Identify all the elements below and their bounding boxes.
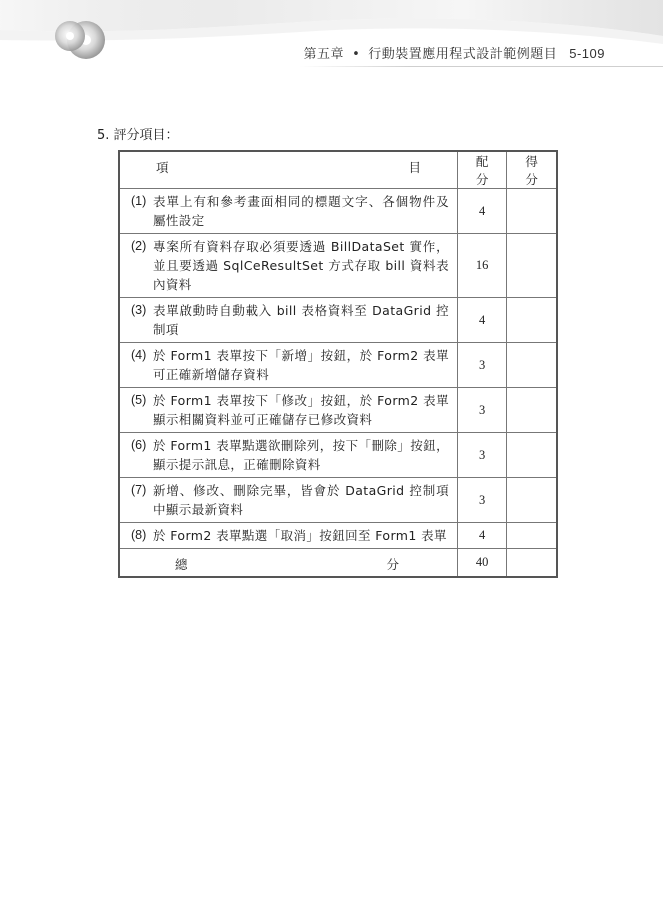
score-cell: 4 <box>458 189 507 234</box>
table-row <box>119 189 557 234</box>
score-cell: 3 <box>458 343 507 388</box>
total-score-cell: 40 <box>458 549 507 578</box>
item-text: 於 Form1 表單按下「新增」按鈕，於 Form2 表單可正確新增儲存資料 <box>153 348 450 382</box>
header-score: 配分 <box>458 151 507 189</box>
header-item-left: 項 <box>156 160 169 175</box>
item-text: 專案所有資料存取必須要透過 BillDataSet 實作，並且要透過 SqlCeResultSet 方式存取 bill 資料表內資料 <box>153 239 450 292</box>
table-row <box>119 234 557 298</box>
item-number: (7) <box>131 483 147 497</box>
got-cell <box>507 433 557 478</box>
header-rule <box>300 66 663 67</box>
item-cell <box>119 298 458 343</box>
item-text: 於 Form1 表單點選欲刪除列，按下「刪除」按鈕，顯示提示訊息，正確刪除資料 <box>153 438 450 472</box>
item-number: (5) <box>131 393 147 407</box>
got-cell <box>507 343 557 388</box>
bullet-separator: • <box>352 47 361 62</box>
item-number: (6) <box>131 438 147 452</box>
item-text: 新增、修改、刪除完畢，皆會於 DataGrid 控制項中顯示最新資料 <box>153 483 450 517</box>
item-text: 於 Form2 表單點選「取消」按鈕回至 Form1 表單 <box>153 528 447 543</box>
item-cell <box>119 523 458 549</box>
item-number: (8) <box>131 528 147 542</box>
header-got: 得分 <box>507 151 557 189</box>
header-item <box>119 151 458 189</box>
table-row <box>119 433 557 478</box>
table-header-row <box>119 151 557 189</box>
total-label-cell <box>119 549 458 578</box>
item-cell <box>119 343 458 388</box>
section-title: 5. 評分項目： <box>97 128 179 143</box>
item-text: 於 Form1 表單按下「修改」按鈕，於 Form2 表單顯示相關資料並可正確儲存已修改資料 <box>153 393 450 427</box>
score-cell: 16 <box>458 234 507 298</box>
chapter-title: 行動裝置應用程式設計範例題目 <box>368 47 558 62</box>
score-cell: 3 <box>458 388 507 433</box>
table-row <box>119 388 557 433</box>
page-header <box>0 0 663 78</box>
total-label-right: 分 <box>386 557 400 572</box>
chapter-label: 第五章 <box>303 47 345 62</box>
got-cell <box>507 234 557 298</box>
got-cell <box>507 388 557 433</box>
item-cell <box>119 433 458 478</box>
item-text: 表單啟動時自動載入 bill 表格資料至 DataGrid 控制項 <box>153 303 450 337</box>
table-row <box>119 478 557 523</box>
total-got-cell <box>507 549 557 578</box>
table-row <box>119 523 557 549</box>
score-cell: 4 <box>458 298 507 343</box>
item-text: 表單上有和參考畫面相同的標題文字、各個物件及屬性設定 <box>153 194 450 228</box>
table-row <box>119 343 557 388</box>
page-number: 5-109 <box>569 46 605 61</box>
scoring-table <box>118 150 558 578</box>
header-item-right: 目 <box>408 160 422 175</box>
got-cell <box>507 478 557 523</box>
item-cell <box>119 388 458 433</box>
got-cell <box>507 189 557 234</box>
item-cell <box>119 189 458 234</box>
score-cell: 3 <box>458 478 507 523</box>
total-row <box>119 549 557 578</box>
item-number: (2) <box>131 239 147 253</box>
item-number: (3) <box>131 303 147 317</box>
score-cell: 4 <box>458 523 507 549</box>
item-number: (4) <box>131 348 147 362</box>
item-number: (1) <box>131 194 147 208</box>
item-cell <box>119 478 458 523</box>
total-label-left: 總 <box>175 557 188 572</box>
item-cell <box>119 234 458 298</box>
got-cell <box>507 298 557 343</box>
got-cell <box>507 523 557 549</box>
running-header <box>304 43 605 62</box>
table-row <box>119 298 557 343</box>
score-cell: 3 <box>458 433 507 478</box>
disc-logo-icon <box>55 21 105 59</box>
